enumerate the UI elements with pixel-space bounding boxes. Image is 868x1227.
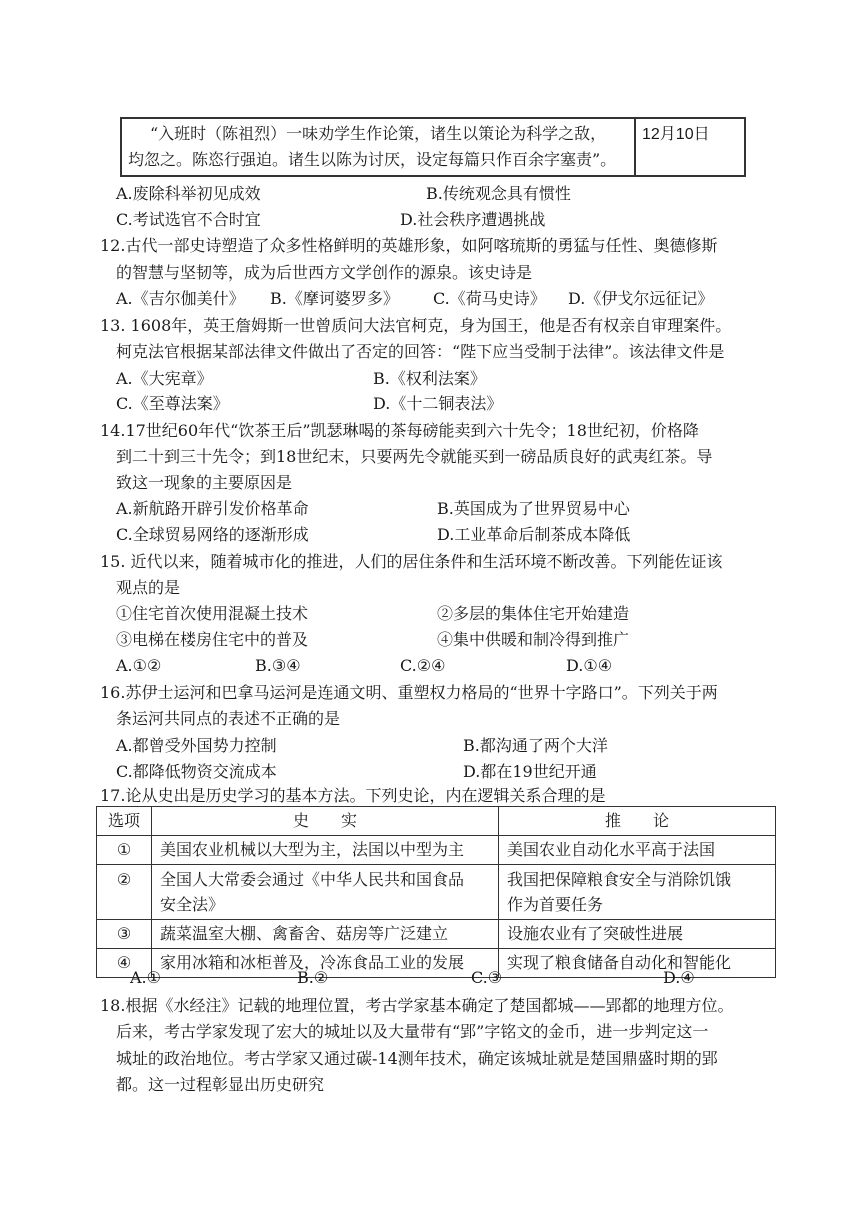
- q16-option-b[interactable]: B.都沟通了两个大洋: [463, 736, 608, 755]
- q11-quote-table: [120, 117, 746, 177]
- q17-row2-fact-cont: 安全法》: [160, 895, 225, 914]
- q18-stem-line4: 都。这一过程彰显出历史研究: [116, 1075, 325, 1094]
- q17-row2-inference-cell: [499, 865, 776, 920]
- q17-row2-fact-cell: [152, 865, 499, 920]
- table-row: [97, 836, 776, 865]
- q11-option-b[interactable]: B.传统观念具有惯性: [426, 184, 571, 203]
- q15-option-d[interactable]: D.①④: [566, 656, 613, 675]
- q15-item-4: ④集中供暖和制冷得到推广: [437, 630, 630, 649]
- q13-option-a[interactable]: A.《大宪章》: [116, 369, 213, 388]
- q12-option-b[interactable]: B.《摩诃婆罗多》: [270, 289, 399, 308]
- q13-option-c[interactable]: C.《至尊法案》: [116, 394, 229, 413]
- q18-stem-line1: 18.根据《水经注》记载的地理位置，考古学家基本确定了楚国都城——郢都的地理方位。: [100, 996, 734, 1015]
- q13-option-d[interactable]: D.《十二铜表法》: [373, 394, 503, 413]
- q12-stem-line1: 12.古代一部史诗塑造了众多性格鲜明的英雄形象，如阿喀琉斯的勇猛与任性、奥德修斯: [100, 236, 718, 255]
- q11-quote-cell: [121, 118, 635, 176]
- q13-stem-line2: 柯克法官根据某部法律文件做出了否定的回答：“陛下应当受制于法律”。该法律文件是: [116, 342, 725, 361]
- q17-row1-fact: 美国农业机械以大型为主，法国以中型为主: [152, 836, 499, 865]
- q14-option-b[interactable]: B.英国成为了世界贸易中心: [437, 499, 630, 518]
- q17-header-fact: 史 实: [152, 807, 499, 836]
- q17-table: [96, 806, 776, 978]
- q12-option-a[interactable]: A.《吉尔伽美什》: [116, 289, 245, 308]
- q17-row1-inference: 美国农业自动化水平高于法国: [499, 836, 776, 865]
- q14-stem-line2: 到二十到三十先令；到18世纪末，只要两先令就能买到一磅品质良好的武夷红茶。导: [116, 447, 713, 466]
- q17-header-row: [97, 807, 776, 836]
- q17-option-c[interactable]: C.③: [471, 968, 503, 987]
- q17-row2-inference: 我国把保障粮食安全与消除饥饿: [507, 870, 732, 889]
- q14-stem-line1: 14.17世纪60年代“饮茶王后”凯瑟琳喝的茶每磅能卖到六十先令；18世纪初，价格降: [100, 421, 699, 440]
- q15-stem-line2: 观点的是: [116, 578, 181, 597]
- q11-date-cell: [635, 118, 745, 176]
- q17-row4-fact: 家用冰箱和冰柜普及，冷冻食品工业的发展: [152, 949, 499, 978]
- q17-row3-option: ③: [97, 920, 152, 949]
- q17-row2-inference-cont: 作为首要任务: [507, 895, 604, 914]
- q16-option-d[interactable]: D.都在19世纪开通: [463, 762, 597, 781]
- q15-item-1: ①住宅首次使用混凝土技术: [116, 604, 309, 623]
- q17-header-option: 选项: [97, 807, 152, 836]
- q12-option-d[interactable]: D.《伊戈尔远征记》: [568, 289, 714, 308]
- q11-option-d[interactable]: D.社会秩序遭遇挑战: [400, 210, 546, 229]
- q12-stem-line2: 的智慧与坚韧等，成为后世西方文学创作的源泉。该史诗是: [116, 263, 533, 282]
- q15-stem-line1: 15. 近代以来，随着城市化的推进，人们的居住条件和生活环境不断改善。下列能佐证该: [100, 552, 723, 571]
- q11-option-a[interactable]: A.废除科举初见成效: [116, 184, 261, 203]
- q15-option-a[interactable]: A.①②: [116, 656, 162, 675]
- q15-option-c[interactable]: C.②④: [400, 656, 446, 675]
- q11-option-c[interactable]: C.考试选官不合时宜: [116, 210, 261, 229]
- q14-option-c[interactable]: C.全球贸易网络的逐渐形成: [116, 525, 309, 544]
- q17-stem: 17.论从史出是历史学习的基本方法。下列史论，内在逻辑关系合理的是: [100, 786, 606, 805]
- q17-row2-option: ②: [97, 865, 152, 920]
- q15-item-3: ③电梯在楼房住宅中的普及: [116, 630, 309, 649]
- q16-option-c[interactable]: C.都降低物资交流成本: [116, 762, 277, 781]
- q14-option-a[interactable]: A.新航路开辟引发价格革命: [116, 499, 309, 518]
- q17-row1-option: ①: [97, 836, 152, 865]
- table-row: [97, 865, 776, 920]
- q17-header-inference: 推 论: [499, 807, 776, 836]
- q14-stem-line3: 致这一现象的主要原因是: [116, 473, 293, 492]
- q16-stem-line2: 条运河共同点的表述不正确的是: [116, 709, 341, 728]
- q16-option-a[interactable]: A.都曾受外国势力控制: [116, 736, 277, 755]
- q18-stem-line3: 城址的政治地位。考古学家又通过碳-14测年技术，确定该城址就是楚国鼎盛时期的郢: [116, 1049, 718, 1068]
- q13-option-b[interactable]: B.《权利法案》: [373, 369, 486, 388]
- q16-stem-line1: 16.苏伊士运河和巴拿马运河是连通文明、重塑权力格局的“世界十字路口”。下列关于两: [100, 683, 718, 702]
- q12-option-c[interactable]: C.《荷马史诗》: [433, 289, 546, 308]
- q17-option-a[interactable]: A.①: [130, 968, 161, 987]
- table-row: [97, 920, 776, 949]
- q17-row3-inference: 设施农业有了突破性进展: [499, 920, 776, 949]
- q17-row4-option: ④: [97, 949, 152, 978]
- q15-option-b[interactable]: B.③④: [255, 656, 301, 675]
- q18-stem-line2: 后来，考古学家发现了宏大的城址以及大量带有“郢”字铭文的金币，进一步判定这一: [116, 1022, 709, 1041]
- q17-row4-inference: 实现了粮食储备自动化和智能化: [499, 949, 776, 978]
- q13-stem-line1: 13. 1608年，英王詹姆斯一世曾质问大法官柯克，身为国王，他是否有权亲自审理案件。: [100, 316, 732, 335]
- q17-option-d[interactable]: D.④: [663, 968, 695, 987]
- q11-quote-line2: 均忽之。陈恣行强迫。诸生以陈为讨厌，设定每篇只作百余字塞责”。: [128, 150, 617, 169]
- q15-item-2: ②多层的集体住宅开始建造: [437, 604, 630, 623]
- q11-date: 12月10日: [642, 126, 710, 143]
- q14-option-d[interactable]: D.工业革命后制茶成本降低: [437, 525, 631, 544]
- q17-row2-fact: 全国人大常委会通过《中华人民共和国食品: [160, 870, 465, 889]
- q17-option-b[interactable]: B.②: [297, 968, 329, 987]
- q11-quote-line1: “入班时（陈祖烈）一味劝学生作论策，诸生以策论为科学之敌，: [150, 124, 607, 143]
- q17-row3-fact: 蔬菜温室大棚、禽畜舍、菇房等广泛建立: [152, 920, 499, 949]
